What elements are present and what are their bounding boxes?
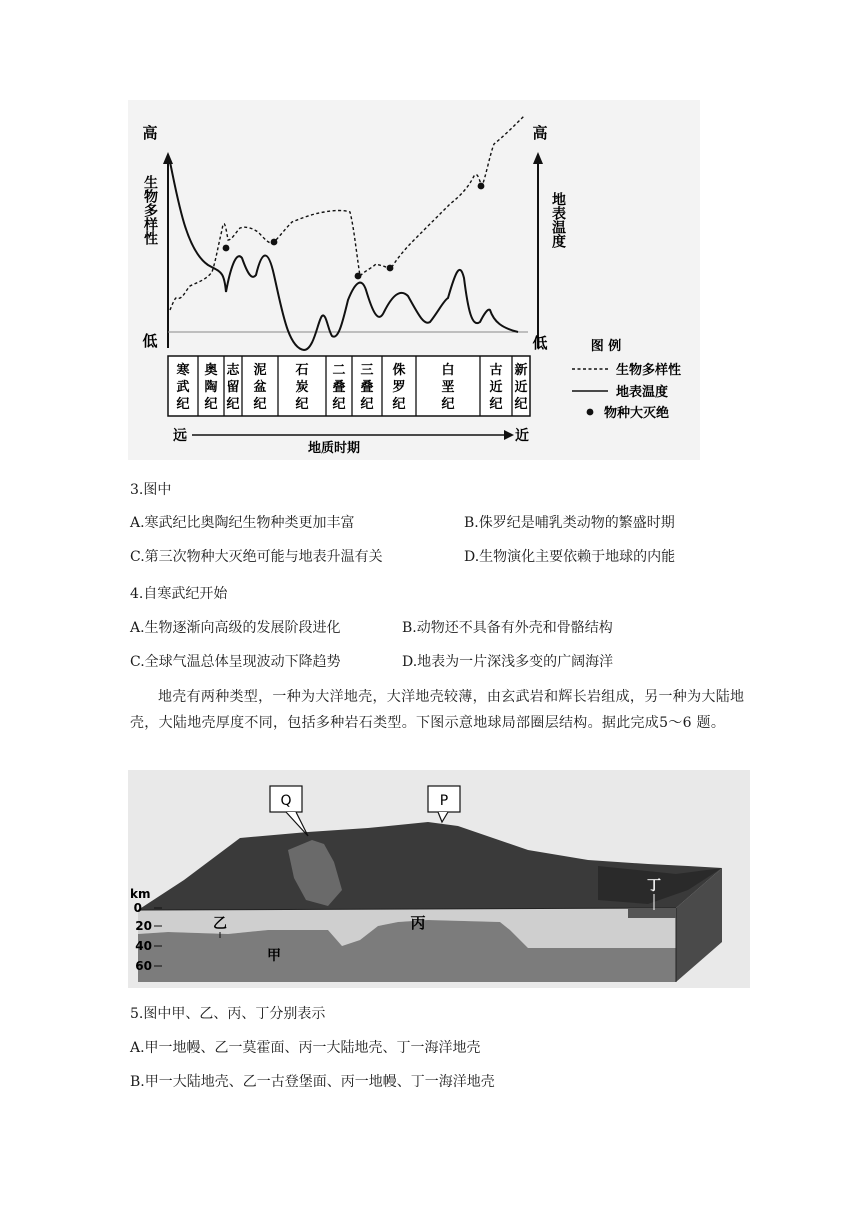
x-axis-arrowhead: [504, 430, 514, 440]
oceanic-crust-layer: [628, 908, 676, 918]
label-ding: 丁: [647, 878, 661, 894]
left-axis-low: 低: [142, 332, 158, 350]
q5-stem: 5.图中甲、乙、丙、丁分别表示: [130, 1006, 326, 1022]
label-q-pointer: [286, 812, 308, 836]
q4-stem: 4.自寒武纪开始: [130, 586, 228, 602]
extinction-dot-2: [271, 239, 278, 246]
q3-option-d: D.生物演化主要依赖于地球的内能: [464, 549, 676, 565]
right-axis-label: 地表温度: [550, 192, 566, 248]
left-axis-label: 生物多样性: [142, 175, 158, 245]
legend-title: 图 例: [590, 339, 622, 354]
period-label: 三叠纪: [360, 363, 374, 412]
legend-extinction-dot: [587, 409, 594, 416]
q4-option-c: C.全球气温总体呈现波动下降趋势: [130, 654, 341, 670]
period-label: 奥陶纪: [204, 363, 218, 412]
depth-unit: km: [130, 887, 151, 901]
q4-option-b: B.动物还不具备有外壳和骨骼结构: [402, 620, 613, 636]
legend-temperature: 地表温度: [616, 385, 669, 400]
period-label: 泥盆纪: [253, 363, 267, 412]
period-label: 志留纪: [226, 363, 240, 412]
label-bing: 丙: [410, 914, 426, 932]
q3-stem: 3.图中: [130, 482, 172, 498]
evolution-chart-svg: [128, 100, 700, 460]
q5-option-a: A.甲一地幔、乙一莫霍面、丙一大陆地壳、丁一海洋地壳: [130, 1040, 481, 1056]
extinction-dot-1: [223, 245, 230, 252]
depth-tick-0: 0: [133, 901, 142, 915]
period-label: 新近纪: [514, 363, 528, 412]
label-p-pointer: [438, 812, 448, 822]
crust-structure-figure: [128, 770, 750, 988]
evolution-chart-figure: [128, 100, 700, 460]
q3-option-b: B.侏罗纪是哺乳类动物的繁盛时期: [464, 515, 675, 531]
extinction-dot-4: [387, 265, 394, 272]
depth-tick-40: 40: [135, 939, 152, 953]
depth-tick-20: 20: [135, 919, 152, 933]
q4-option-a: A.生物逐渐向高级的发展阶段进化: [130, 620, 341, 636]
legend-biodiversity: 生物多样性: [616, 363, 682, 378]
period-label: 二叠纪: [332, 363, 346, 412]
period-label: 白垩纪: [441, 363, 455, 412]
x-axis-near: 近: [515, 428, 529, 444]
label-yi: 乙: [213, 916, 227, 932]
period-label: 侏罗纪: [392, 363, 406, 412]
q3-option-a: A.寒武纪比奥陶纪生物种类更加丰富: [130, 515, 355, 531]
period-table: [168, 356, 530, 416]
biodiversity-curve: [170, 116, 524, 310]
legend-extinction: 物种大灭绝: [604, 406, 670, 421]
right-axis-arrowhead: [533, 152, 543, 164]
temperature-curve: [170, 162, 518, 350]
crust-structure-svg: [128, 770, 750, 988]
label-p: P: [439, 793, 449, 809]
period-label: 寒武纪: [176, 363, 190, 412]
left-axis-arrowhead: [163, 152, 173, 164]
left-axis-high: 高: [142, 124, 158, 142]
x-axis-label: 地质时期: [307, 441, 361, 456]
period-label: 古近纪: [489, 363, 503, 412]
extinction-dot-3: [355, 273, 362, 280]
label-q: Q: [280, 793, 292, 809]
extinction-dot-5: [478, 183, 485, 190]
x-axis-far: 远: [173, 428, 187, 444]
label-jia: 甲: [267, 948, 281, 964]
q5-option-b: B.甲一大陆地壳、乙一古登堡面、丙一地幔、丁一海洋地壳: [130, 1074, 495, 1090]
depth-tick-60: 60: [135, 959, 152, 973]
right-axis-high: 高: [532, 124, 548, 142]
right-axis-low: 低: [532, 334, 548, 352]
period-label: 石炭纪: [295, 363, 309, 412]
passage: 地壳有两种类型，一种为大洋地壳，大洋地壳较薄，由玄武岩和辉长岩组成，另一种为大陆地壳，大陆地壳厚度不同，包括多种岩石类型。下图示意地球局部圈层结构。据此完成5～6 题。: [130, 689, 745, 731]
q4-option-d: D.地表为一片深浅多变的广阔海洋: [402, 654, 614, 670]
q3-option-c: C.第三次物种大灭绝可能与地表升温有关: [130, 549, 383, 565]
